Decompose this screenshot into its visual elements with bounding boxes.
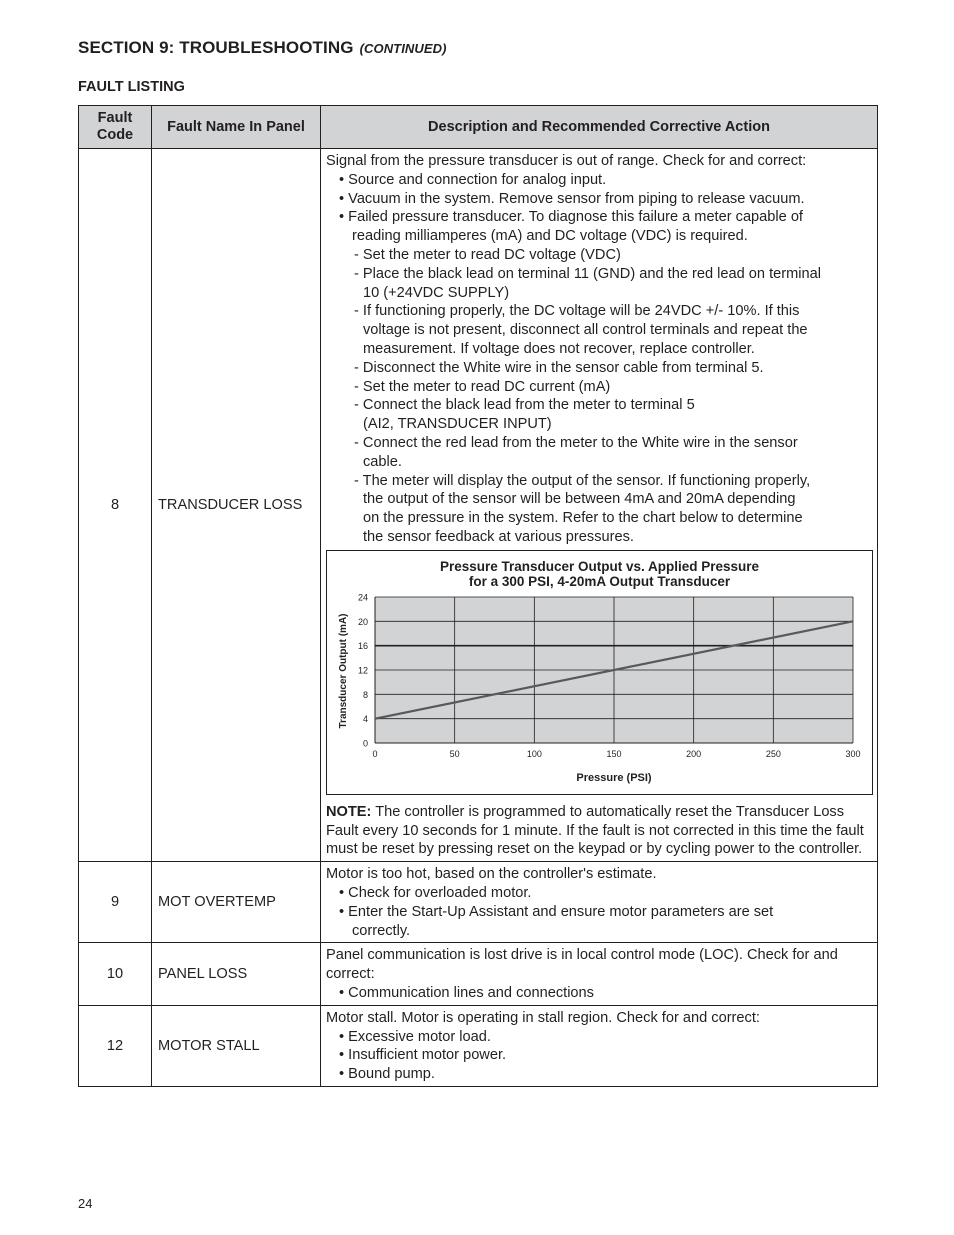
y-axis-label: Transducer Output (mA)	[338, 613, 349, 729]
fault-name: TRANSDUCER LOSS	[152, 149, 321, 862]
fault-code: 8	[79, 149, 152, 862]
fault-listing-heading: FAULT LISTING	[78, 79, 185, 95]
step-item: - Set the meter to read DC current (mA)	[354, 378, 611, 395]
step-item: - The meter will display the output of the sensor. If functioning properly, the output of the sensor will be between 4mA and 20mA depending on the pressure in the system. Refer to the chart below to determine the sensor feedback at various pressures.	[354, 472, 811, 545]
continued-label: (CONTINUED)	[359, 41, 447, 56]
bullet-item: • Source and connection for analog input.	[339, 171, 607, 188]
description-intro: Motor stall. Motor is operating in stall region. Check for and correct:	[326, 1009, 760, 1026]
x-tick-label: 0	[372, 748, 378, 759]
description-intro: Panel communication is lost drive is in local control mode (LOC). Check for and correct:	[326, 947, 838, 983]
y-tick-label: 8	[362, 689, 368, 700]
x-tick-label: 100	[526, 748, 542, 759]
header-code-label: Code	[96, 127, 134, 143]
header-fault-code	[79, 106, 152, 149]
chart-svg	[327, 551, 872, 794]
bullet-item: • Failed pressure transducer. To diagnose this failure a meter capable of reading milliamperes (mA) and DC voltage (VDC) is required.	[339, 209, 803, 245]
bullet-item: • Communication lines and connections	[339, 984, 594, 1001]
x-tick-label: 250	[765, 748, 781, 759]
pressure-chart	[326, 550, 873, 795]
chart-title-line: Pressure Transducer Output vs. Applied Pressure	[439, 558, 760, 574]
bullet-item: • Check for overloaded motor.	[339, 884, 532, 901]
description-intro: Motor is too hot, based on the controller's estimate.	[326, 866, 657, 883]
table-row	[79, 149, 878, 862]
header-fault-label: Fault	[97, 110, 133, 126]
y-tick-label: 12	[357, 665, 368, 676]
section-title	[78, 38, 447, 58]
table-row	[79, 1005, 878, 1086]
bullet-item: • Bound pump.	[339, 1066, 435, 1083]
note-text	[326, 803, 872, 859]
fault-description	[321, 862, 878, 943]
bullet-item: • Enter the Start-Up Assistant and ensure motor parameters are set correctly.	[339, 903, 774, 939]
y-tick-label: 4	[362, 713, 368, 724]
fault-description	[321, 1005, 878, 1086]
y-tick-label: 24	[357, 592, 368, 603]
y-tick-label: 16	[357, 640, 368, 651]
x-tick-label: 50	[449, 748, 460, 759]
step-item: - Connect the red lead from the meter to the White wire in the sensor cable.	[354, 434, 798, 470]
header-fault-name: Fault Name In Panel	[152, 106, 321, 149]
step-item: - If functioning properly, the DC voltage will be 24VDC +/- 10%. If this voltage is not present, disconnect all control terminals and repeat the measurement. If voltage does not recover, replace controller.	[354, 303, 808, 357]
fault-table	[78, 105, 878, 1087]
y-tick-label: 0	[362, 738, 368, 749]
note-label: NOTE:	[326, 803, 372, 820]
bullet-item: • Vacuum in the system. Remove sensor from piping to release vacuum.	[339, 190, 805, 207]
step-item: - Set the meter to read DC voltage (VDC)	[354, 246, 621, 263]
chart-subtitle: for a 300 PSI, 4-20mA Output Transducer	[468, 573, 731, 589]
page-number: 24	[78, 1196, 93, 1211]
fault-code: 9	[79, 862, 152, 943]
header-description: Description and Recommended Corrective Action	[321, 106, 878, 149]
fault-description	[321, 943, 878, 1005]
fault-name: MOT OVERTEMP	[152, 862, 321, 943]
table-row	[79, 862, 878, 943]
bullet-item: • Excessive motor load.	[339, 1028, 491, 1045]
table-header-row	[79, 106, 878, 149]
fault-code: 12	[79, 1005, 152, 1086]
section-heading: SECTION 9: TROUBLESHOOTING	[78, 38, 354, 57]
note-body: The controller is programmed to automatically reset the Transducer Loss Fault every 10 seconds for 1 minute. If the fault is not corrected in this time the fault must be reset by pressing reset on the keypad or by cycling power to the controller.	[326, 803, 864, 858]
step-item: - Place the black lead on terminal 11 (GND) and the red lead on terminal 10 (+24VDC SUPPLY)	[354, 265, 821, 301]
fault-name: PANEL LOSS	[152, 943, 321, 1005]
x-tick-label: 200	[686, 748, 702, 759]
fault-name: MOTOR STALL	[152, 1005, 321, 1086]
x-tick-label: 300	[845, 748, 861, 759]
step-item: - Connect the black lead from the meter to terminal 5 (AI2, TRANSDUCER INPUT)	[354, 397, 695, 433]
y-tick-label: 20	[357, 616, 368, 627]
fault-code: 10	[79, 943, 152, 1005]
bullet-item: • Insufficient motor power.	[339, 1047, 507, 1064]
x-axis-label: Pressure (PSI)	[576, 771, 652, 784]
fault-description	[321, 149, 878, 862]
step-item: - Disconnect the White wire in the sensor cable from terminal 5.	[354, 359, 764, 376]
x-tick-label: 150	[606, 748, 622, 759]
description-intro: Signal from the pressure transducer is out of range. Check for and correct:	[326, 153, 807, 169]
table-row	[79, 943, 878, 1005]
